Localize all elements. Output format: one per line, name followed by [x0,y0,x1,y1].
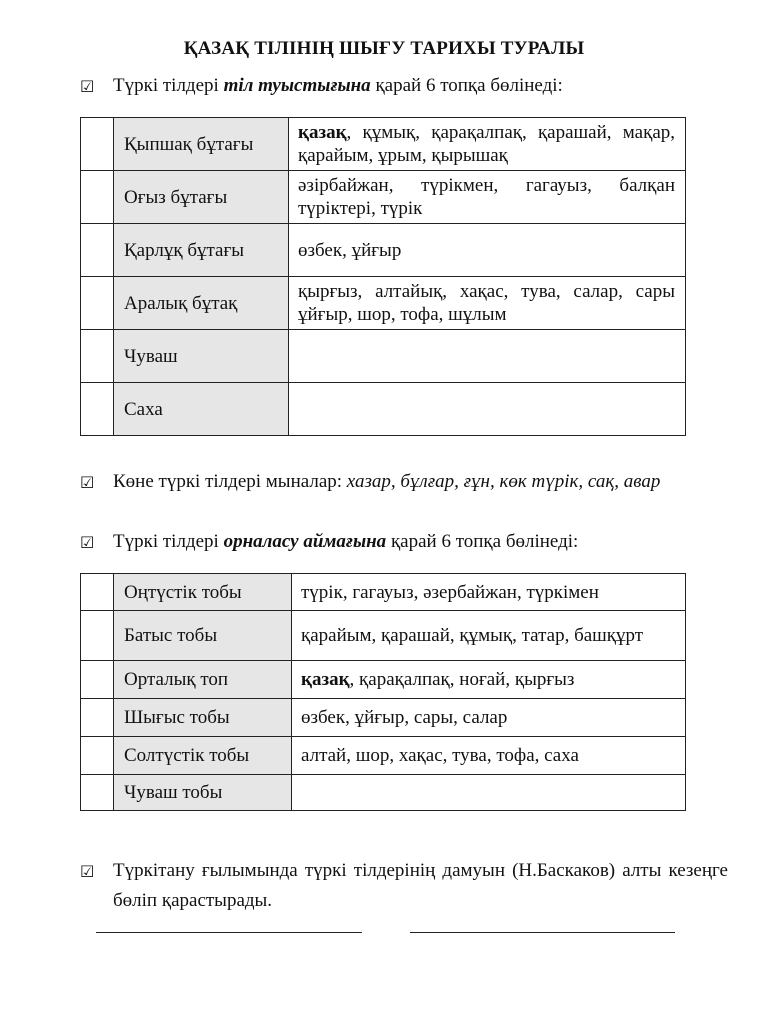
branch-name-cell: Оғыз бұтағы [114,171,289,224]
bullet-text: Түркітану ғылымында түркі тілдерінің дамуын (Н.Баскаков) алты кезеңге бөліп қарастырады. [113,860,728,911]
languages-cell: қырғыз, алтайық, хақас, тува, салар, сары ұйғыр, шор, тофа, шұлым [289,277,686,330]
row-marker-cell [81,611,114,661]
row-marker-cell [81,699,114,737]
branch-name-cell: Аралық бұтақ [114,277,289,330]
branch-name-cell: Саха [114,383,289,436]
table-row [81,277,686,330]
group-name-cell: Оңтүстік тобы [114,574,292,611]
group-name-cell: Солтүстік тобы [114,737,292,775]
table-row [81,611,686,661]
bullet-kinship-classification [80,74,728,98]
emphasis-text: хазар, бұлғар, ғұн, көк түрік, сақ, авар [346,471,661,492]
row-marker-cell [81,383,114,436]
languages-cell: өзбек, ұйғыр, сары, салар [292,699,686,737]
row-marker-cell [81,118,114,171]
branch-name-cell: Чуваш [114,330,289,383]
row-marker-cell [81,171,114,224]
checkbox-icon: ☑ [80,77,95,96]
bullet-ancient-languages [80,470,728,494]
table-row [81,661,686,699]
row-marker-cell [81,574,114,611]
answer-line-left [96,932,362,933]
checkbox-icon: ☑ [80,533,95,552]
group-name-cell: Батыс тобы [114,611,292,661]
checkbox-icon: ☑ [80,473,95,492]
languages-cell: әзірбайжан, түрікмен, гагауыз, балқан түріктері, түрік [289,171,686,224]
row-marker-cell [81,224,114,277]
row-marker-cell [81,737,114,775]
table-row [81,118,686,171]
branch-name-cell: Қарлұқ бұтағы [114,224,289,277]
branch-name-cell: Қыпшақ бұтағы [114,118,289,171]
row-marker-cell [81,330,114,383]
table-row [81,383,686,436]
languages-cell: өзбек, ұйғыр [289,224,686,277]
bullet-text: Түркі тілдері орналасу аймағына қарай 6 топқа бөлінеді: [113,531,579,552]
languages-cell: қазақ, қарақалпақ, ноғай, қырғыз [292,661,686,699]
group-name-cell: Чуваш тобы [114,775,292,811]
bullet-periodization [80,856,728,916]
bullet-text: Көне түркі тілдері мыналар: хазар, бұлғар, ғұн, көк түрік, сақ, авар [113,471,661,492]
languages-cell: алтай, шор, хақас, тува, тофа, саха [292,737,686,775]
group-name-cell: Орталық топ [114,661,292,699]
table-row [81,171,686,224]
row-marker-cell [81,277,114,330]
answer-line-right [410,932,675,933]
regions-table [80,573,686,811]
page-title: ҚАЗАҚ ТІЛІНІҢ ШЫҒУ ТАРИХЫ ТУРАЛЫ [183,38,585,59]
table-row [81,330,686,383]
table-row [81,574,686,611]
languages-cell: қарайым, қарашай, құмық, татар, башқұрт [292,611,686,661]
branches-table [80,117,686,436]
bullet-region-classification [80,530,728,554]
emphasis-text: тіл туыстығына [223,75,371,96]
table-row [81,699,686,737]
languages-cell [289,330,686,383]
table-row [81,737,686,775]
emphasis-text: орналасу аймағына [223,531,387,552]
languages-cell [289,383,686,436]
row-marker-cell [81,661,114,699]
languages-cell [292,775,686,811]
bullet-text: Түркі тілдері тіл туыстығына қарай 6 топқа бөлінеді: [113,75,563,96]
group-name-cell: Шығыс тобы [114,699,292,737]
row-marker-cell [81,775,114,811]
languages-cell: қазақ, құмық, қарақалпақ, қарашай, мақар, қарайым, ұрым, қырышақ [289,118,686,171]
table-row [81,224,686,277]
checkbox-icon: ☑ [80,862,95,881]
languages-cell: түрік, гагауыз, әзербайжан, түркімен [292,574,686,611]
table-row [81,775,686,811]
